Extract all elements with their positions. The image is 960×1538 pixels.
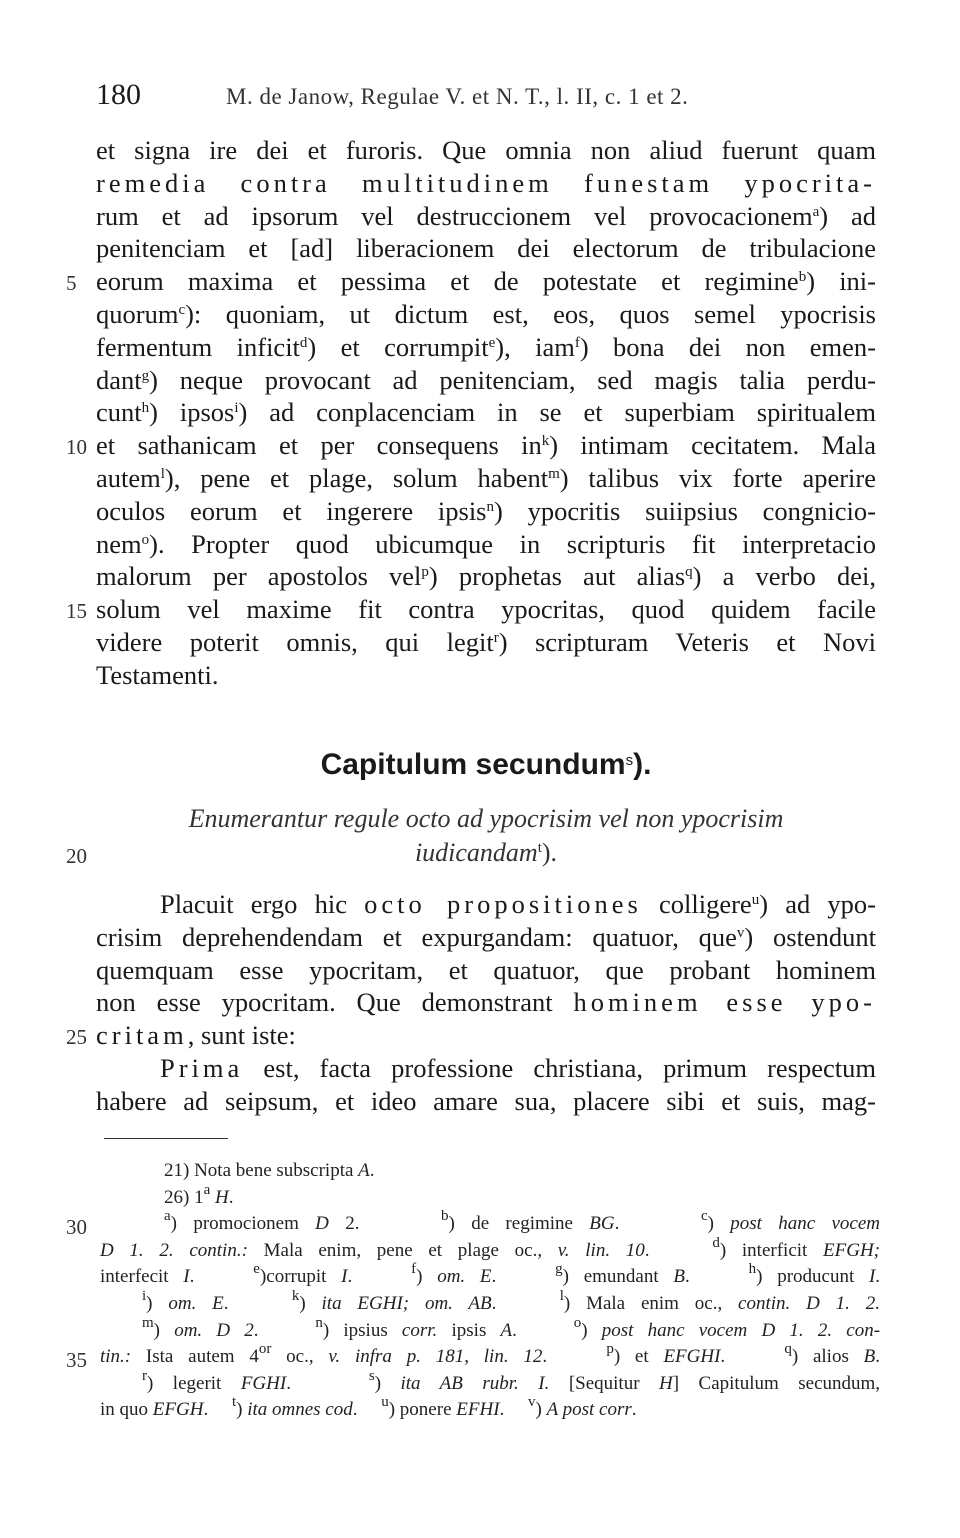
chapter-subtitle-line-2 — [96, 838, 876, 868]
line-number: 30 — [66, 1215, 87, 1240]
body-line: et sathanicam et per consequens $in^k$) intimam cecitatem. Mala — [96, 430, 876, 461]
chapter-heading-text: Capitulum secundum — [320, 748, 626, 781]
chapter-heading — [96, 748, 876, 782]
body-line: penitenciam et [ad] liberacionem dei electorum de tribulacione — [96, 233, 876, 264]
body-line: rum et ad ipsorum vel destruccionem vel provocacionem$^a$) ad — [96, 200, 876, 231]
body-line: critam, sunt iste: — [96, 1020, 296, 1051]
body-line: solum vel maxime fit contra ypocritas, quod quidem facile — [96, 594, 876, 625]
line-number: 25 — [66, 1025, 87, 1050]
footnote-line: 21) Nota bene subscripta A. — [164, 1160, 375, 1181]
body-line: nem$^o$). Propter quod ubicumque in scripturis fit interpretacio — [96, 528, 876, 559]
footnote-separator — [104, 1138, 228, 1139]
footnote-line: $^i$) om. E. $^k$) ita EGHI; om. AB. $^l$) Mala enim oc., contin. D 1. 2. — [142, 1288, 881, 1314]
chapter-heading-tail: ). — [633, 748, 652, 781]
footnote-line: tin.: Ista autem $4^{or}$ oc., v. infra p. 181, lin. 12. $^p$) et EFGHI. $^q$) alios B. — [100, 1341, 880, 1368]
chapter-heading-note: s — [625, 752, 634, 769]
chapter-subtitle-note: t — [537, 840, 542, 856]
body-line: crisim deprehendendam et expurgandam: quatuor, que$^v$) ostendunt — [96, 921, 876, 952]
body-line: quorum$^c$): quoniam, ut dictum est, eos, quos semel ypocrisis — [96, 299, 876, 329]
footnote-line: 26) 1$^a$ H. — [164, 1181, 234, 1208]
footnote-line: $^m$) om. D 2. $^n$) ipsius corr. ipsis A. $^o$) post hanc vocem D 1. 2. con- — [142, 1314, 881, 1341]
body-line: autem$^l$), pene et plage, solum habent$^m$) talibus vix forte aperire — [96, 463, 876, 493]
footnote-line: in quo EFGH. $^t$) ita omnes cod. $^u$) ponere EFHI. $^v$) A post corr. — [100, 1394, 637, 1421]
line-number: 15 — [66, 599, 87, 624]
footnote-line: $^r$) legerit FGHI. $^s$) ita AB rubr. I. [Sequitur H] Capitulum secundum, — [142, 1367, 881, 1394]
body-line: quemquam esse ypocritam, et quatuor, que probant hominem — [96, 954, 876, 985]
body-line: Placuit ergo hic octo propositiones colligere$^u$) ad ypo- — [160, 889, 876, 919]
body-line: dant$^g$) neque provocant ad penitenciam, sed magis talia perdu- — [96, 364, 876, 395]
page-number: 180 — [96, 78, 141, 111]
line-number: 10 — [66, 435, 87, 460]
body-line: et signa ire dei et furoris. Que omnia non aliud fuerunt quam — [96, 135, 876, 165]
body-line: fermentum inficit$^d$) et corrumpit$^e$), iam$^f$) bona dei non emen- — [96, 331, 876, 362]
page-header — [96, 78, 876, 118]
line-number: 35 — [66, 1348, 87, 1373]
body-line: remedia contra multitudinem funestam ypocrita- — [96, 167, 876, 198]
body-line: eorum maxima et pessima et de potestate et regimine$^b$) ini- — [96, 266, 876, 297]
footnote-line: D 1. 2. contin.: Mala enim, pene et plage oc., v. lin. 10. $^d$) interficit EFGH; — [100, 1234, 880, 1261]
body-line: videre poterit omnis, qui legit$^r$) scripturam Veteris et Novi — [96, 627, 876, 657]
line-number: 20 — [66, 844, 87, 868]
chapter-subtitle-text: iudicandam — [414, 838, 538, 867]
body-line: non esse ypocritam. Que demonstrant hominem esse ypo- — [96, 987, 877, 1018]
footnote-line: interfecit I. $^e$)corrupit I. $^f$) om. E. $^g$) emundant B. $^h$) producunt I. — [100, 1261, 881, 1288]
body-line: oculos eorum et ingerere ipsis$^n$) ypocritis suiipsius congnicio- — [96, 495, 876, 526]
chapter-subtitle-line-1: Enumerantur regule octo ad ypocrisim vel non ypocrisim — [188, 804, 784, 833]
footnote-line: $^a$) promocionem D 2. $^b$) de regimine BG. $^c$) post hanc vocem — [164, 1208, 881, 1235]
body-line: Prima est, facta professione christiana, primum respectum — [160, 1053, 876, 1083]
chapter-subtitle-tail: ). — [541, 838, 558, 867]
body-line: Testamenti. — [96, 659, 219, 690]
body-line: cunt$^h$) ipsos$^i$) ad conplacenciam in se et superbiam spiritualem — [96, 397, 876, 428]
body-line: habere ad seipsum, et ideo amare sua, placere sibi et suis, mag- — [96, 1085, 876, 1116]
line-number: 5 — [66, 271, 77, 296]
running-title: M. de Janow, Regulae V. et N. T., l. II, c. 1 et 2. — [226, 84, 689, 109]
body-line: malorum per apostolos vel$^p$) prophetas aut alias$^q$) a verbo dei, — [96, 561, 876, 592]
